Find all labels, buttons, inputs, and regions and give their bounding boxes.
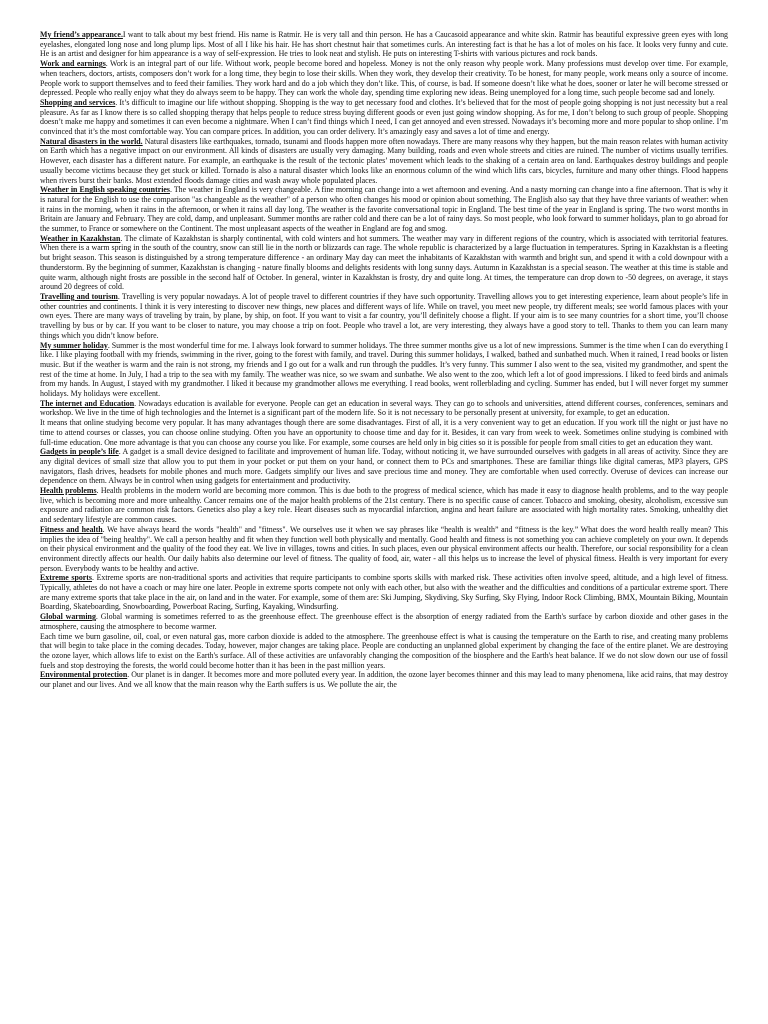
paragraph-text: . Our planet is in danger. It becomes more and more polluted every year. In addition, the ozone layer becomes thinner and this may lead to many phenomena, like acid rains, that may destroy our planet and our lives. And we all know that the main reason why the Earth suffers is us. We pollute the air, the (40, 670, 729, 690)
paragraph-text: . Extreme sports are non-traditional sports and activities that require participants to combine sports skills with marked risk. These activities often involve speed, altitude, and a high level of fitness. Typically, athletes do not have a coach or may hire one later. People in extreme sports compete not only with each other, but also with the weather and the difficulties and conditions of a particular extreme sport. There are many extreme sports that take place in the air, on land and in the water. For example, some of them are: Ski Jumping, Skydiving, Sky Surfing, Sky Flying, Indoor Rock Climbing, BMX, Mountain Biking, Mountain Boarding, Skateboarding, Snowboarding, Powerboat Racing, Surfing, Kayaking, Windsurfing. (40, 573, 728, 612)
paragraph-environmental-protection (40, 670, 728, 689)
paragraph-text: . The weather in England is very changeable. A fine morning can change into a wet afternoon and evening. And a nasty morning can change into a fine afternoon. That is why it is natural for the English to use the comparison "as changeable as the weather" of a person who often changes his mood or opinion about something. The English also say that they have three variants of weather: when it rains in the morning, when it rains in the afternoon, or when it rains all day long. The weather is the favorite conversational topic in England. The best time of the year in England is spring. The two worst months in Britain are January and February. They are cold, damp, and unpleasant. Summer months are rather cold and there can be a lot of rainy days. So most people, who look forward to summer holidays, plan to go abroad for the summer, to France or somewhere on the Continent. The most unpleasant aspects of the weather in England are fog and smog. (40, 185, 728, 234)
paragraph-global-warming (40, 612, 728, 670)
paragraph-text: . Nowadays education is available for everyone. People can get an education in several ways. They can go to schools and universities, attend different courses, conferences, seminars and workshop. We live in the time of high technologies and the Internet is a significant part of the modern life. So it is not necessary to be personally present at university, for example, to get an education. It means that online studying become very popular. It has many advantages though there are some disadvantages. First of all, it is a very convenient way to get an education. If you work till the night or just have no time to attend courses or classes, you can choose online studying. Often you have an opportunity to choose time and day for it. Besides, it can vary from week to week. Sometimes online studying is combined with full-time education. One more advantage is that you can choose any course you like. For example, some courses are held only in big cities so it is possible for people from small cities to get an education they want. (40, 398, 729, 447)
paragraph-text: . A gadget is a small device designed to facilitate and improvement of human life. Today, without noticing it, we have surrounded ourselves with gadgets in all areas of activity. Since they are any digital devices of small size that allow you to put them in your pocket or put them on your hand, or connect them to PCs and smartphones. These are familiar things like digital cameras, MP3 players, GPS navigators, flash drives, headsets for mobile phones and much more. Gadgets simplify our lives and save precious time and money. They are comfortable when used correctly. Overuse of devices can increase our dependence on them. Always be in control when using gadgets for entertainment and productivity. (40, 447, 728, 486)
paragraph-heading: Extreme sports (40, 573, 92, 583)
paragraph-extreme-sports (40, 573, 728, 612)
paragraph-heading: My summer holiday (40, 340, 108, 350)
paragraph-heading: Travelling and tourism (40, 291, 118, 301)
paragraph-heading: The internet and Education (40, 398, 135, 408)
paragraph-text: . Global warming is sometimes referred to as the greenhouse effect. The greenhouse effect is the absorption of energy radiated from the Earth's surface by carbon dioxide and other gases in the atmosphere, causing the atmosphere to become warmer. Each time we burn gasoline, oil, coal, or even natural gas, more carbon dioxide is added to the atmosphere. The greenhouse effect is what is causing the temperature on the Earth to rise, and creating many problems that will begin to take place in the coming decades. Today, however, major changes are taking place. People are conducting an unplanned global experiment by changing the face of the entire planet. We are destroying the ozone layer, which allows life to exist on the Earth's surface. All of these activities are unfavorably changing the composition of the biosphere and the Earth's heat balance. If we do not slow down our use of fossil fuels and stop destroying the forests, the world could become hotter than it has been in the past million years. (40, 612, 728, 670)
paragraph-heading: Environmental protection (40, 670, 128, 680)
paragraph-weather-kazakhstan (40, 234, 728, 292)
paragraph-text: . Summer is the most wonderful time for me. I always look forward to summer holidays. The three summer months give us a lot of new impressions. Summer is the time when I can do everything I like. I like playing football with my friends, swimming in the river, going to the forest with family, and travel. During this summer holidays, I walked, bathed and sunbathed much. When it rained, I read books or listen music. But if the weather is warm and the rain is not strong, my friends and I go out for a walk and run through the puddles. It’s very funny. This summer I also went to the sea, visited my grandmother, and spent the rest of the time at home. In July, I had a trip to the sea with my family. The weather was nice, so we swam and sunbathe. We also went to the zoo, which left a lot of good impressions. I liked to feed birds and animals from my hands. In August, I stayed with my grandmother. I liked it because my grandmother allows me everything. I read books, went rollerblading and cycling. Summer has ended, but I will never forget my summer holidays. My holidays were excellent. (40, 340, 728, 399)
paragraph-text: . The climate of Kazakhstan is sharply continental, with cold winters and hot summers. The weather may vary in different regions of the country, which is associated with territorial features. When there is a warm spring in the south of the country, snow can still lie in the north or blizzards can rage. The whole republic is characterized by a large fluctuation in temperatures. Spring in Kazakhstan is a fleeting but bright season. This season is distinguished by a strong temperature difference - an ordinary May day can meet the inhabitants of Kazakhstan with warmth and bright sun, and spend it with a cold downpour with a thunderstorm. By the beginning of summer, Kazakhstan is changing - nature finally blooms and delights residents with long sunny days. Autumn in Kazakhstan is a special season. The weather at this time is stable and quite warm, although night frosts are possible in the second half of October. In general, winter in Kazakhstan is frosty, dry and quite long. At times, the temperature can drop down to -50 degrees, on average, it stays around 20 degrees of cold. (40, 233, 728, 292)
paragraph-text: . Work is an integral part of our life. Without work, people become bored and hopeless. Money is not the only reason why people work. Many professions must develop over time. For example, when teachers, doctors, artists, composers don’t work for a long time, they begin to lose their skills. When they work, they develop their creativity. To be honest, for many people, work means only a source of income. People work to support themselves and to feed their families. They work hard and do a job which they don’t like. This, of course, is bad. If someone doesn’t like what he does, sooner or later he will become stressed or depressed. People who really enjoy what they do always seem to be happy. They can work the whole day, spending time exploring new ideas. Being unemployed for a long time, such people become sad and lonely. (40, 59, 728, 98)
paragraph-weather-english (40, 185, 728, 234)
paragraph-friends-appearance (40, 30, 728, 59)
paragraph-heading: My friend’s appearance. (40, 30, 123, 39)
paragraph-text: . We have always heard the words "health" and "fitness". We ourselves use it when we say phrases like “health is wealth” and “fitness is the key.” What does the word health really mean? This implies the idea of "being healthy". We call a person healthy and fit when they function well both physically and mentally. Good health and fitness is not something you can achieve completely on your own. It depends on their physical environment and the quality of the food they eat. We live in villages, towns and cities. In such places, even our physical environment affects our health. Therefore, our social responsibility for a clean environment directly affects our health. Our daily habits also determine our level of fitness. The quality of food, air, water - all this helps us to increase the level of physical fitness. Health is very important for every person. Everybody wants to be healthy and active. (40, 524, 728, 573)
paragraph-text: . Travelling is very popular nowadays. A lot of people travel to different countries if they have such opportunity. Travelling allows you to get interesting experience, learn about people’s life in other countries and continents. I think it is very interesting to discover new things, new places and different ways of life. While on travel, you meet new people, try different meals; see world famous places with your own eyes. There are many ways of traveling by train, by plane, by ship, on foot. If you want to visit a far country, you’ll definitely choose a flight. If your aim is to see many countries for a short time, you’ll choose travelling by bus or by car. If you want to be closer to nature, you may choose a trip on foot. People who travel a lot, are very interesting, they always have a good story to tell. Thanks to them you can learn many things which you didn’t know before. (40, 291, 729, 340)
paragraph-text: I want to talk about my best friend. His name is Ratmir. He is very tall and thin person. He has a Caucasoid appearance and white skin. Ratmir has beautiful expressive green eyes with long eyelashes, elongated long nose and long plump lips. Most of all I like his hair. He has short chestnut hair that sometimes curls. An interesting fact is that he has a lot of moles on his face. It looks very funny and cute. He is an artist and designer for him appearance is a way of self-expression. He tries to look neat and stylish. He puts on interesting T-shirts with various pictures and rock bands. (40, 30, 728, 59)
paragraph-travelling-tourism (40, 292, 728, 341)
paragraph-internet-education (40, 399, 728, 448)
paragraph-work-and-earnings (40, 59, 728, 98)
paragraph-fitness-health (40, 525, 728, 574)
paragraph-text: . It’s difficult to imagine our life without shopping. Shopping is the way to get necessary food and clothes. It’s believed that for the most of people going shopping is not just necessity but a real pleasure. As far as I know there is so called shopping therapy that helps people to reduce stress buying different goods or even just going window shopping. As for me, I don’t belong to such group of people. Shopping doesn’t make me happy and sometimes it can even become a nightmare. When I can’t find things which I need, I can get annoyed and even stressed. Nowadays it’s becoming more and more popular to shop online. I’m convinced that it’s the most comfortable way. You can compare prices. In addition, you can order delivery. It’s amazingly easy and saves a lot of time and energy. (40, 97, 729, 137)
paragraph-heading: Weather in English speaking countries (40, 185, 170, 195)
paragraph-heading: Global warming (40, 612, 96, 622)
paragraph-heading: Shopping and services (40, 97, 116, 107)
paragraph-natural-disasters (40, 137, 728, 186)
paragraph-shopping-and-services (40, 98, 728, 137)
document-body (40, 30, 728, 690)
paragraph-heading: Natural disasters in the world. (40, 136, 143, 146)
paragraph-heading: Work and earnings (40, 59, 106, 69)
paragraph-text: Natural disasters like earthquakes, tornado, tsunami and floods happen more often nowadays. There are many reasons why they happen, but the main reason relates with human activity on Earth which has a negative impact on our environment. All kinds of disasters are usually very damaging. Many building, roads and even whole streets and cities are ruined. The number of victims usually terrifies. However, each disaster has a different nature. For example, an earthquake is the result of the tectonic plates’ movement which leads to the shaking of a certain area on land. Earthquakes destroy buildings and people usually become victims because they get stuck or killed. Tornado is also a natural disaster which looks like an enormous column of the wind which lifts cars, bicycles, furniture and many other things. Flood happens when rivers burst their banks. Most extended floods damage cities and wash away whole populated places. (40, 136, 728, 185)
paragraph-heading: Gadgets in people’s life (40, 447, 119, 457)
paragraph-heading: Fitness and health (40, 524, 103, 534)
paragraph-gadgets (40, 447, 728, 486)
paragraph-heading: Health problems (40, 486, 97, 496)
paragraph-summer-holiday (40, 341, 728, 399)
paragraph-health-problems (40, 486, 728, 525)
paragraph-heading: Weather in Kazakhstan (40, 233, 121, 243)
paragraph-text: . Health problems in the modern world are becoming more common. This is due both to the progress of medical science, which has made it easy to diagnose health problems, and to the way people live, which is becoming more and more unhealthy. Cancer remains one of the major health problems of the 21st century. There is no specific cause of cancer. Tobacco and smoking, obesity, alcoholism, excessive sun exposure and radiation are common risk factors. Genetics also play a key role. Heart diseases such as myocardial infarction, angina and heart failure are associated with high mortality rates. Smoking, unhealthy diet and sedentary lifestyle are common causes. (40, 486, 729, 525)
